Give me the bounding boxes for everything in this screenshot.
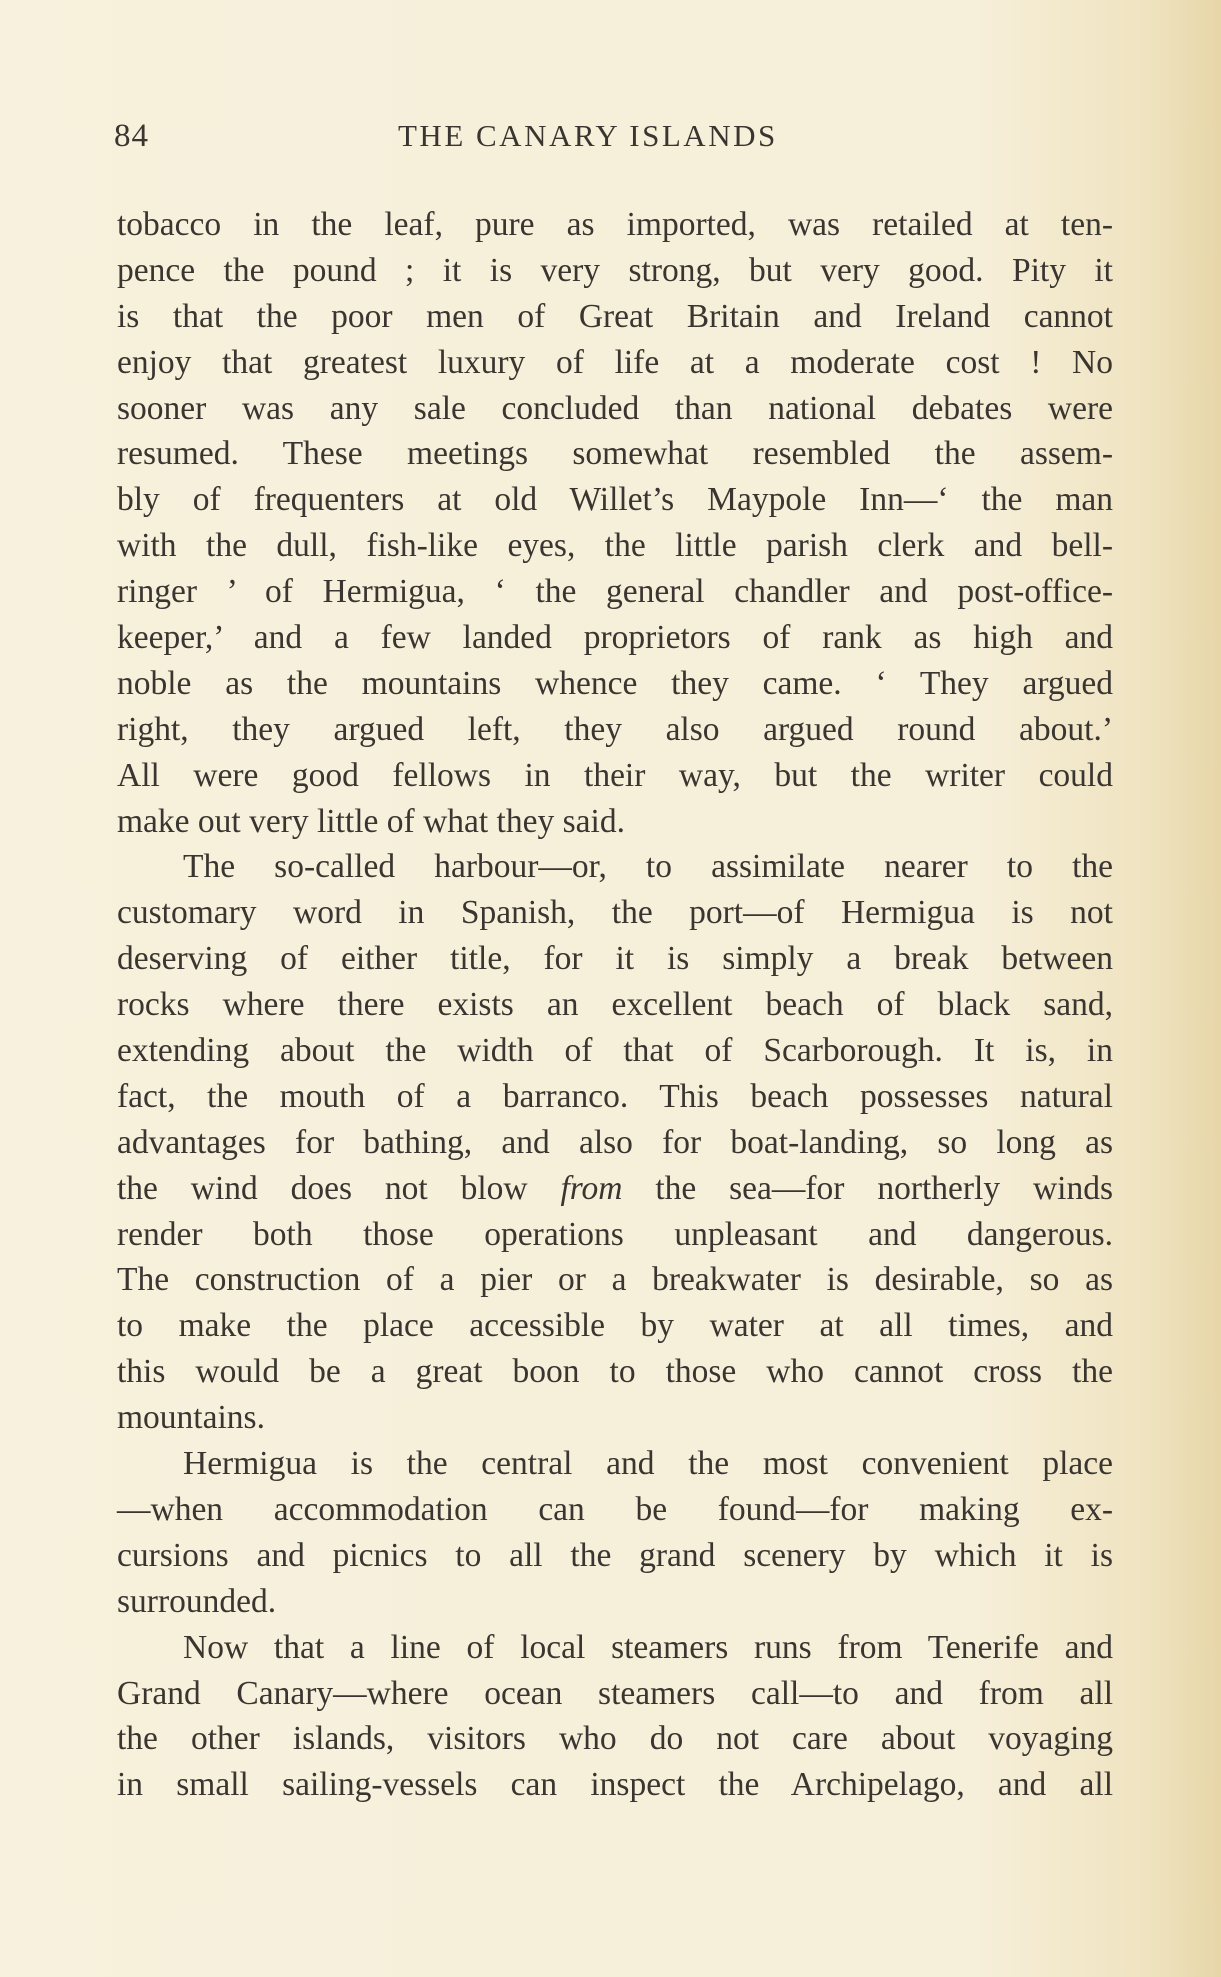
text-line: make out very little of what they said. <box>117 802 625 840</box>
text-line: ringer ’ of Hermigua, ‘ the general chandler and post-office- <box>117 573 1113 611</box>
text-line: Hermigua is the central and the most convenient place <box>183 1445 1113 1483</box>
text-line: deserving of either title, for it is simply a break between <box>117 940 1113 978</box>
text-line: Now that a line of local steamers runs from Tenerife and <box>183 1628 1113 1666</box>
text-line: pence the pound ; it is very strong, but very good. Pity it <box>117 251 1113 289</box>
page-number: 84 <box>114 118 149 154</box>
text-line: resumed. These meetings somewhat resembled the assem- <box>117 435 1113 473</box>
text-line: keeper,’ and a few landed proprietors of rank as high and <box>117 619 1113 657</box>
italic-word: from <box>560 1169 623 1207</box>
text-line: extending about the width of that of Scarborough. It is, in <box>117 1032 1113 1070</box>
page-header <box>0 118 1221 168</box>
text-line: the other islands, visitors who do not care about voyaging <box>117 1720 1113 1758</box>
text-line: advantages for bathing, and also for boat-landing, so long as <box>117 1123 1113 1161</box>
text-line: surrounded. <box>117 1582 277 1620</box>
text-segment: the sea—for northerly winds <box>655 1169 1114 1207</box>
text-line <box>117 1166 1113 1212</box>
text-line: render both those operations unpleasant and dangerous. <box>117 1215 1113 1253</box>
text-line: rocks where there exists an excellent beach of black sand, <box>117 986 1113 1024</box>
text-line: tobacco in the leaf, pure as imported, was retailed at ten- <box>117 206 1113 243</box>
text-line: The so-called harbour—or, to assimilate nearer to the <box>183 848 1113 886</box>
text-line: —when accommodation can be found—for making ex- <box>117 1490 1113 1528</box>
text-line: mountains. <box>117 1399 265 1437</box>
text-segment: the wind does not blow <box>117 1169 528 1207</box>
running-head: THE CANARY ISLANDS <box>398 118 778 153</box>
body-text <box>117 202 1113 1808</box>
text-line: sooner was any sale concluded than national debates were <box>117 389 1113 427</box>
text-line: The construction of a pier or a breakwater is desirable, so as <box>117 1261 1113 1299</box>
text-line: this would be a great boon to those who cannot cross the <box>117 1353 1113 1391</box>
text-line: to make the place accessible by water at all times, and <box>117 1307 1113 1345</box>
text-line: cursions and picnics to all the grand scenery by which it is <box>117 1536 1113 1574</box>
text-line: is that the poor men of Great Britain and Ireland cannot <box>117 297 1113 335</box>
text-line: with the dull, fish-like eyes, the little parish clerk and bell- <box>117 527 1113 565</box>
text-line: fact, the mouth of a barranco. This beach possesses natural <box>117 1077 1113 1115</box>
text-line: noble as the mountains whence they came. ‘ They argued <box>117 664 1113 702</box>
text-line: Grand Canary—where ocean steamers call—to and from all <box>117 1674 1113 1712</box>
text-line: right, they argued left, they also argued round about.’ <box>117 710 1113 748</box>
text-line: All were good fellows in their way, but the writer could <box>117 756 1113 794</box>
text-line: customary word in Spanish, the port—of Hermigua is not <box>117 894 1113 932</box>
text-line: enjoy that greatest luxury of life at a moderate cost ! No <box>117 343 1113 381</box>
text-line: bly of frequenters at old Willet’s Maypole Inn—‘ the man <box>117 481 1113 519</box>
text-line: in small sailing-vessels can inspect the Archipelago, and all <box>117 1766 1113 1804</box>
